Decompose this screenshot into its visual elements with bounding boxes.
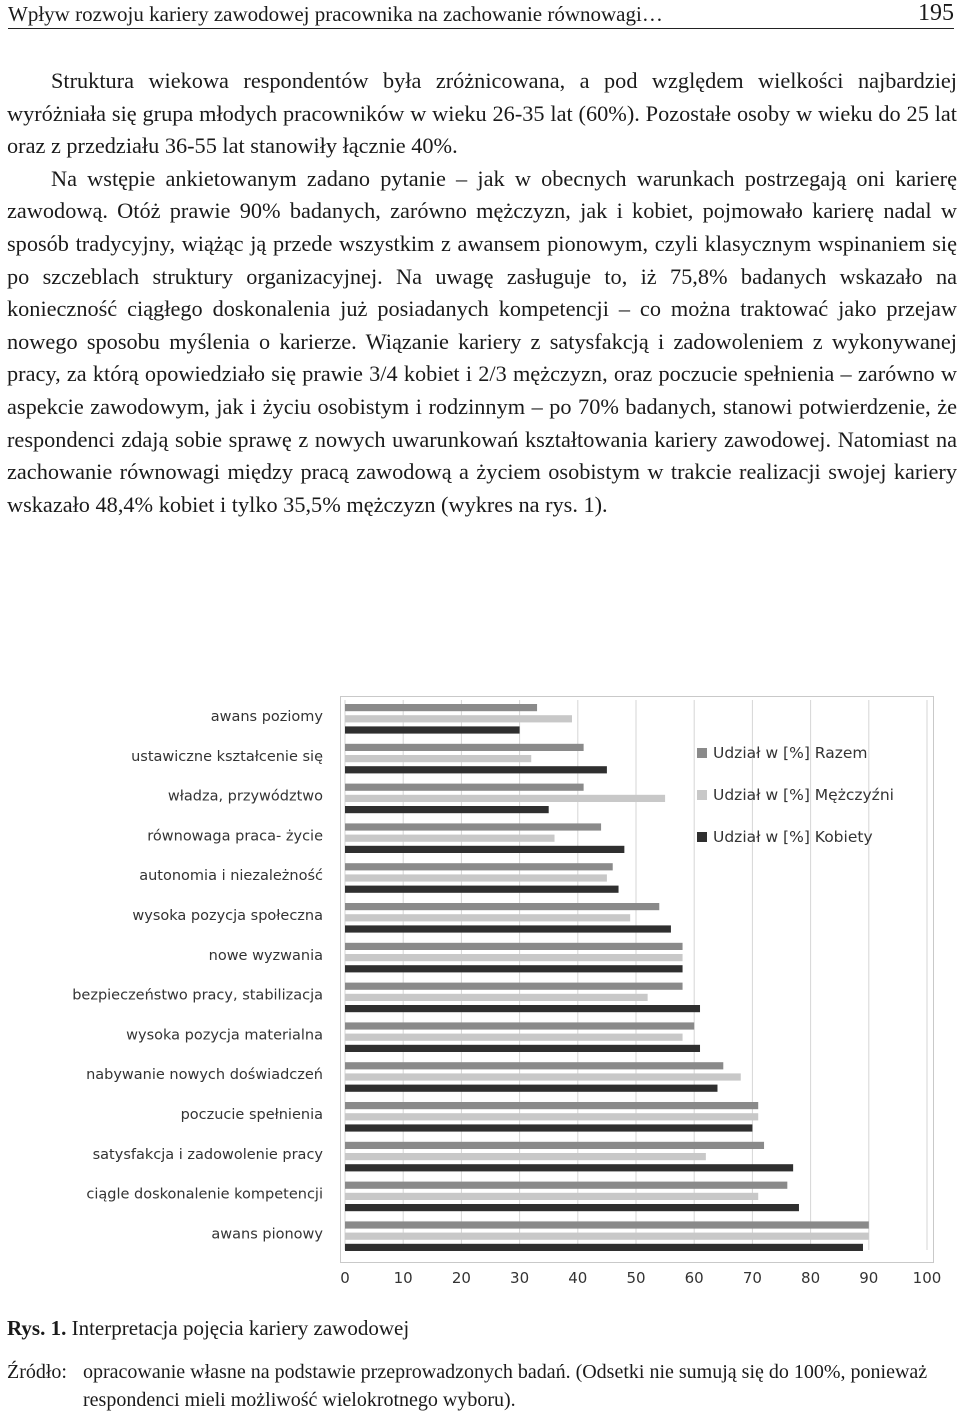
bar <box>345 1204 799 1211</box>
bar <box>345 846 624 853</box>
bar <box>345 755 531 762</box>
category-label: awans pionowy <box>211 1226 323 1243</box>
bar <box>345 835 555 842</box>
x-tick-label: 0 <box>340 1269 350 1287</box>
bar <box>345 1085 717 1092</box>
bar <box>345 863 613 870</box>
paragraph: Na wstępie ankietowanym zadano pytanie – jak w obecnych warunkach postrzegają oni karierę zawodową. Otóż prawie 90% badanych, zarówno mężczyzn, jak i kobiet, pojmowało karierę nadal w sposób tradycyjny, wiążąc ją przede wszystkim z awansem pionowym, czyli klasycznym wspinaniem się po szczeblach struktury organizacyjnej. Na uwagę zasługuje to, iż 75,8% badanych wskazało na konieczność ciągłego doskonalenia już posiadanych kompetencji – co można traktować jako przejaw nowego sposobu myślenia o karierze. Wiązanie kariery z satysfakcją i zadowoleniem z wykonywanej pracy, za którą opowiedziało się prawie 3/4 kobiet i 2/3 mężczyzn, oraz poczucie spełnienia – zarówno w aspekcie zawodowym, jak i życiu osobistym i rodzinnym – po 70% badanych, stanowi potwierdzenie, że respondenci zdają sobie sprawę z nowych uwarunkowań kształtowania kariery zawodowej. Natomiast na zachowanie równowagi między pracą zawodową a życiem osobistym w trakcie realizacji swojej kariery wskazało 48,4% kobiet i tylko 35,5% mężczyzn (wykres na rys. 1). <box>7 165 957 517</box>
bar <box>345 954 683 961</box>
category-label: ustawiczne kształcenie się <box>131 748 323 765</box>
bar <box>345 766 607 773</box>
figure-label: Rys. 1. <box>7 1316 67 1340</box>
category-label: wysoka pozycja materialna <box>126 1027 323 1044</box>
running-header-title: Wpływ rozwoju kariery zawodowej pracownika na zachowanie równowagi… <box>8 2 663 26</box>
bar <box>345 1062 723 1069</box>
x-tick-label: 10 <box>393 1269 413 1287</box>
bar <box>345 1034 683 1041</box>
legend-label: Udział w [%] Kobiety <box>713 828 873 846</box>
bar <box>345 1233 869 1240</box>
source-label: Źródło: <box>7 1361 67 1383</box>
bar <box>345 1164 793 1171</box>
bar <box>345 806 549 813</box>
category-label: równowaga praca- życie <box>147 828 323 845</box>
bar <box>345 943 683 950</box>
paragraph: Struktura wiekowa respondentów była zróżnicowana, a pod względem wielkości najbardziej wyróżniała się grupa młodych pracowników w wieku 26-35 lat (60%). Pozostałe osoby w wieku do 25 lat oraz z przedziału 36-55 lat stanowiły łącznie 40%. <box>7 68 957 159</box>
x-tick-label: 20 <box>451 1269 471 1287</box>
bar <box>345 715 572 722</box>
bar <box>345 994 648 1001</box>
legend-label: Udział w [%] Mężczyźni <box>713 786 894 804</box>
category-label: władza, przywództwo <box>167 788 323 805</box>
x-tick-label: 100 <box>912 1269 942 1287</box>
category-label: nowe wyzwania <box>208 947 323 964</box>
bar <box>345 1153 706 1160</box>
category-label: wysoka pozycja społeczna <box>132 908 323 924</box>
x-tick-label: 80 <box>801 1269 821 1287</box>
bar <box>345 784 584 791</box>
bar <box>345 925 671 932</box>
x-tick-label: 90 <box>859 1269 879 1287</box>
bar <box>345 983 683 990</box>
bar <box>345 874 607 881</box>
x-tick-label: 50 <box>626 1269 646 1287</box>
bar <box>345 795 665 802</box>
bar <box>345 1193 758 1200</box>
category-label: ciągle doskonalenie kompetencji <box>86 1186 323 1203</box>
category-label: awans poziomy <box>210 709 323 725</box>
category-label: satysfakcja i zadowolenie pracy <box>92 1146 323 1163</box>
bar <box>345 1102 758 1109</box>
bar <box>345 823 601 830</box>
bar <box>345 965 683 972</box>
x-tick-label: 30 <box>510 1269 530 1287</box>
bar <box>345 1113 758 1120</box>
bar <box>345 726 520 733</box>
legend-swatch <box>697 832 707 842</box>
bar <box>345 886 619 893</box>
bar <box>345 704 537 711</box>
source-text: opracowanie własne na podstawie przeprowadzonych badań. (Odsetki nie sumują się do 100%, ponieważ respondenci mieli możliwość wielokrotnego wyboru). <box>83 1361 928 1411</box>
x-tick-label: 40 <box>568 1269 588 1287</box>
category-label: bezpieczeństwo pracy, stabilizacja <box>72 987 323 1004</box>
x-tick-label: 70 <box>742 1269 762 1287</box>
page-number: 195 <box>918 0 954 26</box>
figure-caption <box>7 1316 409 1341</box>
bar <box>345 1005 700 1012</box>
legend-label: Udział w [%] Razem <box>713 744 868 762</box>
chart-frame <box>341 697 934 1263</box>
x-tick-label: 60 <box>684 1269 704 1287</box>
bar <box>345 1142 764 1149</box>
bar <box>345 903 659 910</box>
bar <box>345 744 584 751</box>
category-label: nabywanie nowych doświadczeń <box>86 1067 323 1084</box>
figure-caption-text: Interpretacja pojęcia kariery zawodowej <box>71 1316 410 1340</box>
bar <box>345 1022 694 1029</box>
legend-swatch <box>697 790 707 800</box>
bar <box>345 1045 700 1052</box>
bar <box>345 1221 869 1228</box>
bar <box>345 1182 787 1189</box>
legend-swatch <box>697 748 707 758</box>
category-label: poczucie spełnienia <box>180 1107 323 1123</box>
category-label: autonomia i niezależność <box>139 868 323 885</box>
bar <box>345 914 630 921</box>
bar <box>345 1073 741 1080</box>
bar <box>345 1124 752 1131</box>
bar <box>345 1244 863 1251</box>
